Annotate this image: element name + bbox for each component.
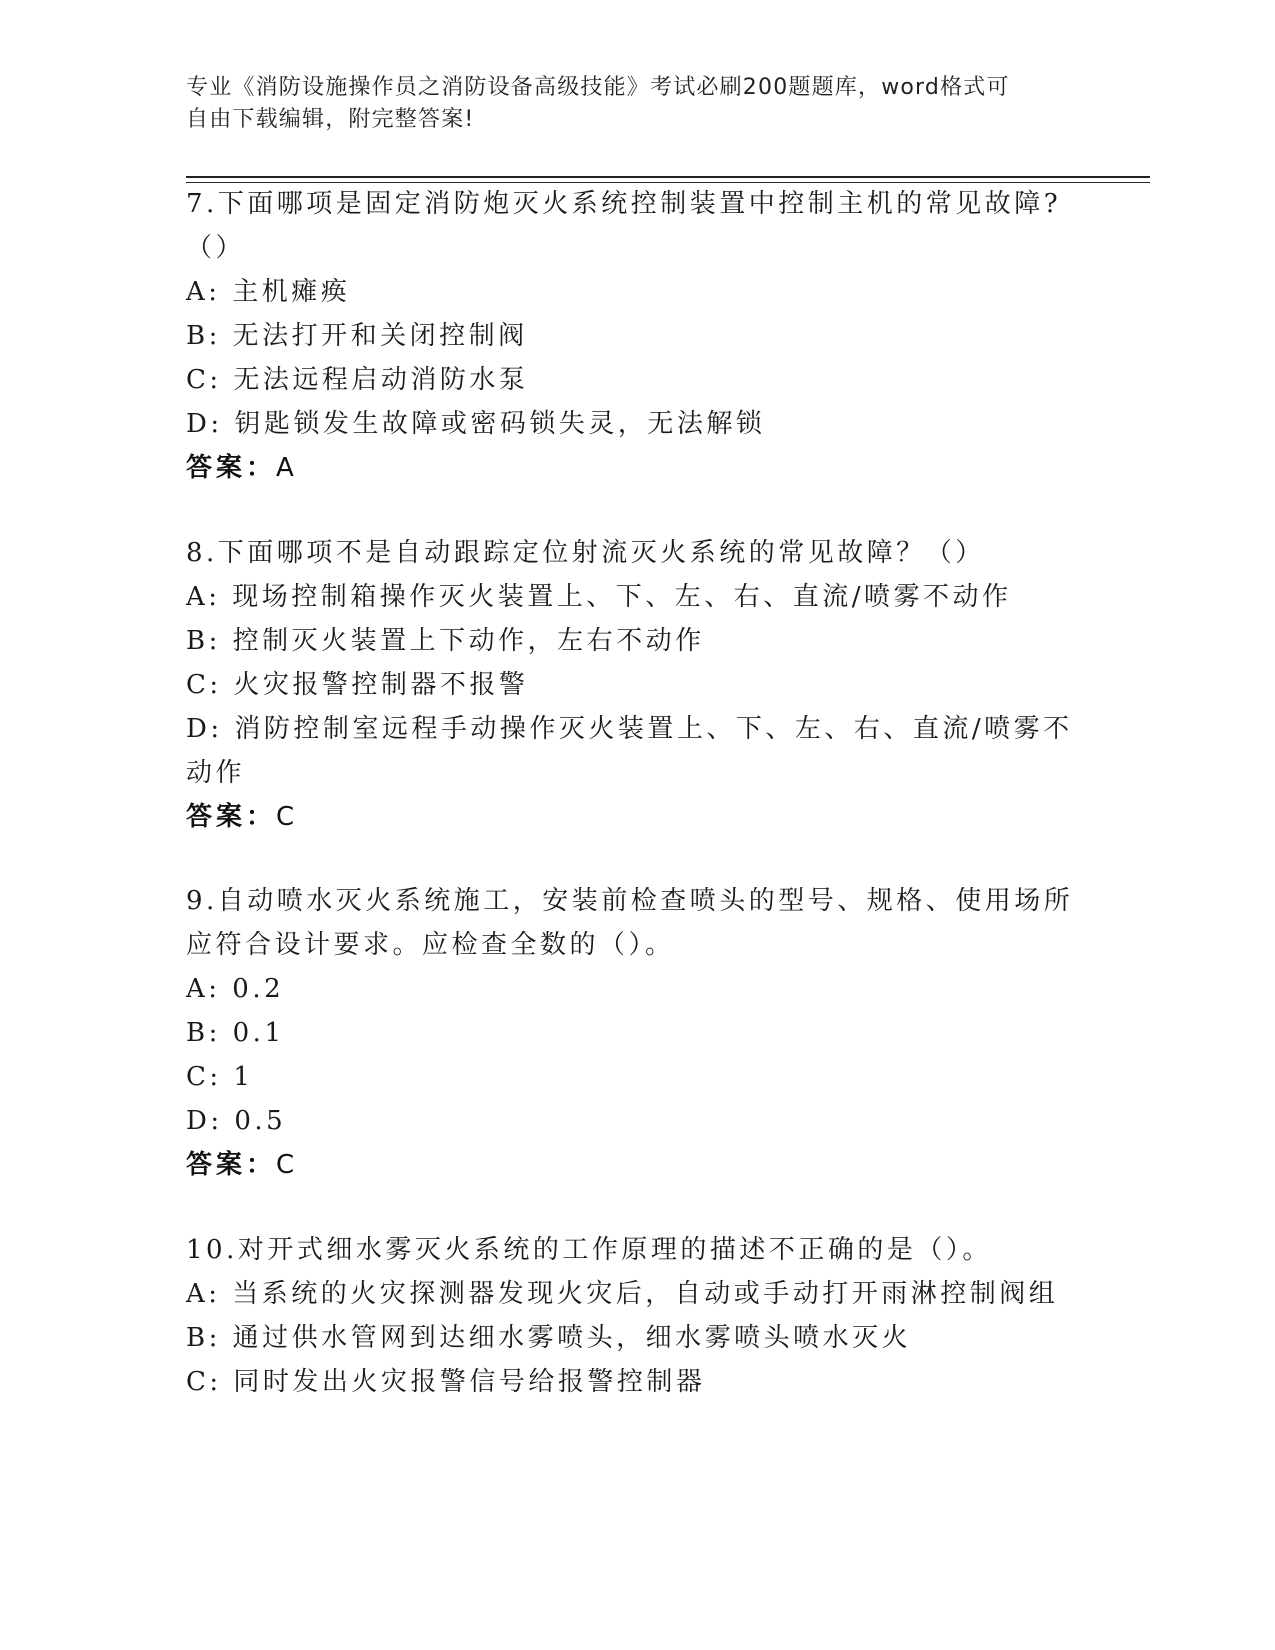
- question-stem: 9.自动喷水灭火系统施工，安装前检查喷头的型号、规格、使用场所: [186, 886, 1074, 916]
- answer-label: 答案：: [186, 1150, 277, 1180]
- answer-label: 答案：: [186, 453, 277, 483]
- option-c: C: 火灾报警控制器不报警: [186, 670, 529, 700]
- question-stem: 10.对开式细水雾灭火系统的工作原理的描述不正确的是（）。: [186, 1235, 992, 1265]
- option-c: C: 同时发出火灾报警信号给报警控制器: [186, 1367, 706, 1397]
- header-line-2: 自由下载编辑，附完整答案!: [186, 107, 475, 132]
- option-d: D: 消防控制室远程手动操作灭火装置上、下、左、右、直流/喷雾不: [186, 714, 1073, 744]
- option-b: B: 0.1: [186, 1018, 285, 1048]
- option-d: D: 0.5: [186, 1106, 287, 1136]
- option-a: A: 主机瘫痪: [186, 277, 351, 307]
- answer-value: C: [276, 802, 297, 832]
- answer-value: A: [276, 453, 296, 483]
- option-a: A: 现场控制箱操作灭火装置上、下、左、右、直流/喷雾不动作: [186, 582, 1012, 612]
- header-divider-thin: [186, 182, 1150, 183]
- answer-label: 答案：: [186, 802, 277, 832]
- header-line-1: 专业《消防设施操作员之消防设备高级技能》考试必刷200题题库，word格式可: [186, 75, 1010, 100]
- question-stem-continued: 应符合设计要求。应检查全数的（）。: [186, 930, 675, 960]
- option-d-continued: 动作: [186, 758, 246, 788]
- option-d: D: 钥匙锁发生故障或密码锁失灵，无法解锁: [186, 409, 766, 439]
- answer-line: [186, 1148, 1086, 1182]
- question-stem: 7.下面哪项是固定消防炮灭火系统控制装置中控制主机的常见故障?: [186, 189, 1062, 219]
- question-stem-continued: （）: [186, 233, 246, 263]
- option-a: A: 当系统的火灾探测器发现火灾后，自动或手动打开雨淋控制阀组: [186, 1279, 1059, 1309]
- option-b: B: 通过供水管网到达细水雾喷头，细水雾喷头喷水灭火: [186, 1323, 912, 1353]
- answer-line: [186, 800, 1086, 834]
- option-a: A: 0.2: [186, 974, 285, 1004]
- option-b: B: 无法打开和关闭控制阀: [186, 321, 528, 351]
- answer-line: [186, 451, 1086, 485]
- document-header: [186, 72, 1066, 136]
- question-stem: 8.下面哪项不是自动跟踪定位射流灭火系统的常见故障？（）: [186, 538, 985, 568]
- option-c: C: 无法远程启动消防水泵: [186, 365, 529, 395]
- option-c: C: 1: [186, 1062, 254, 1092]
- answer-value: C: [276, 1150, 297, 1180]
- option-b: B: 控制灭火装置上下动作，左右不动作: [186, 626, 705, 656]
- header-divider-thick: [186, 176, 1150, 178]
